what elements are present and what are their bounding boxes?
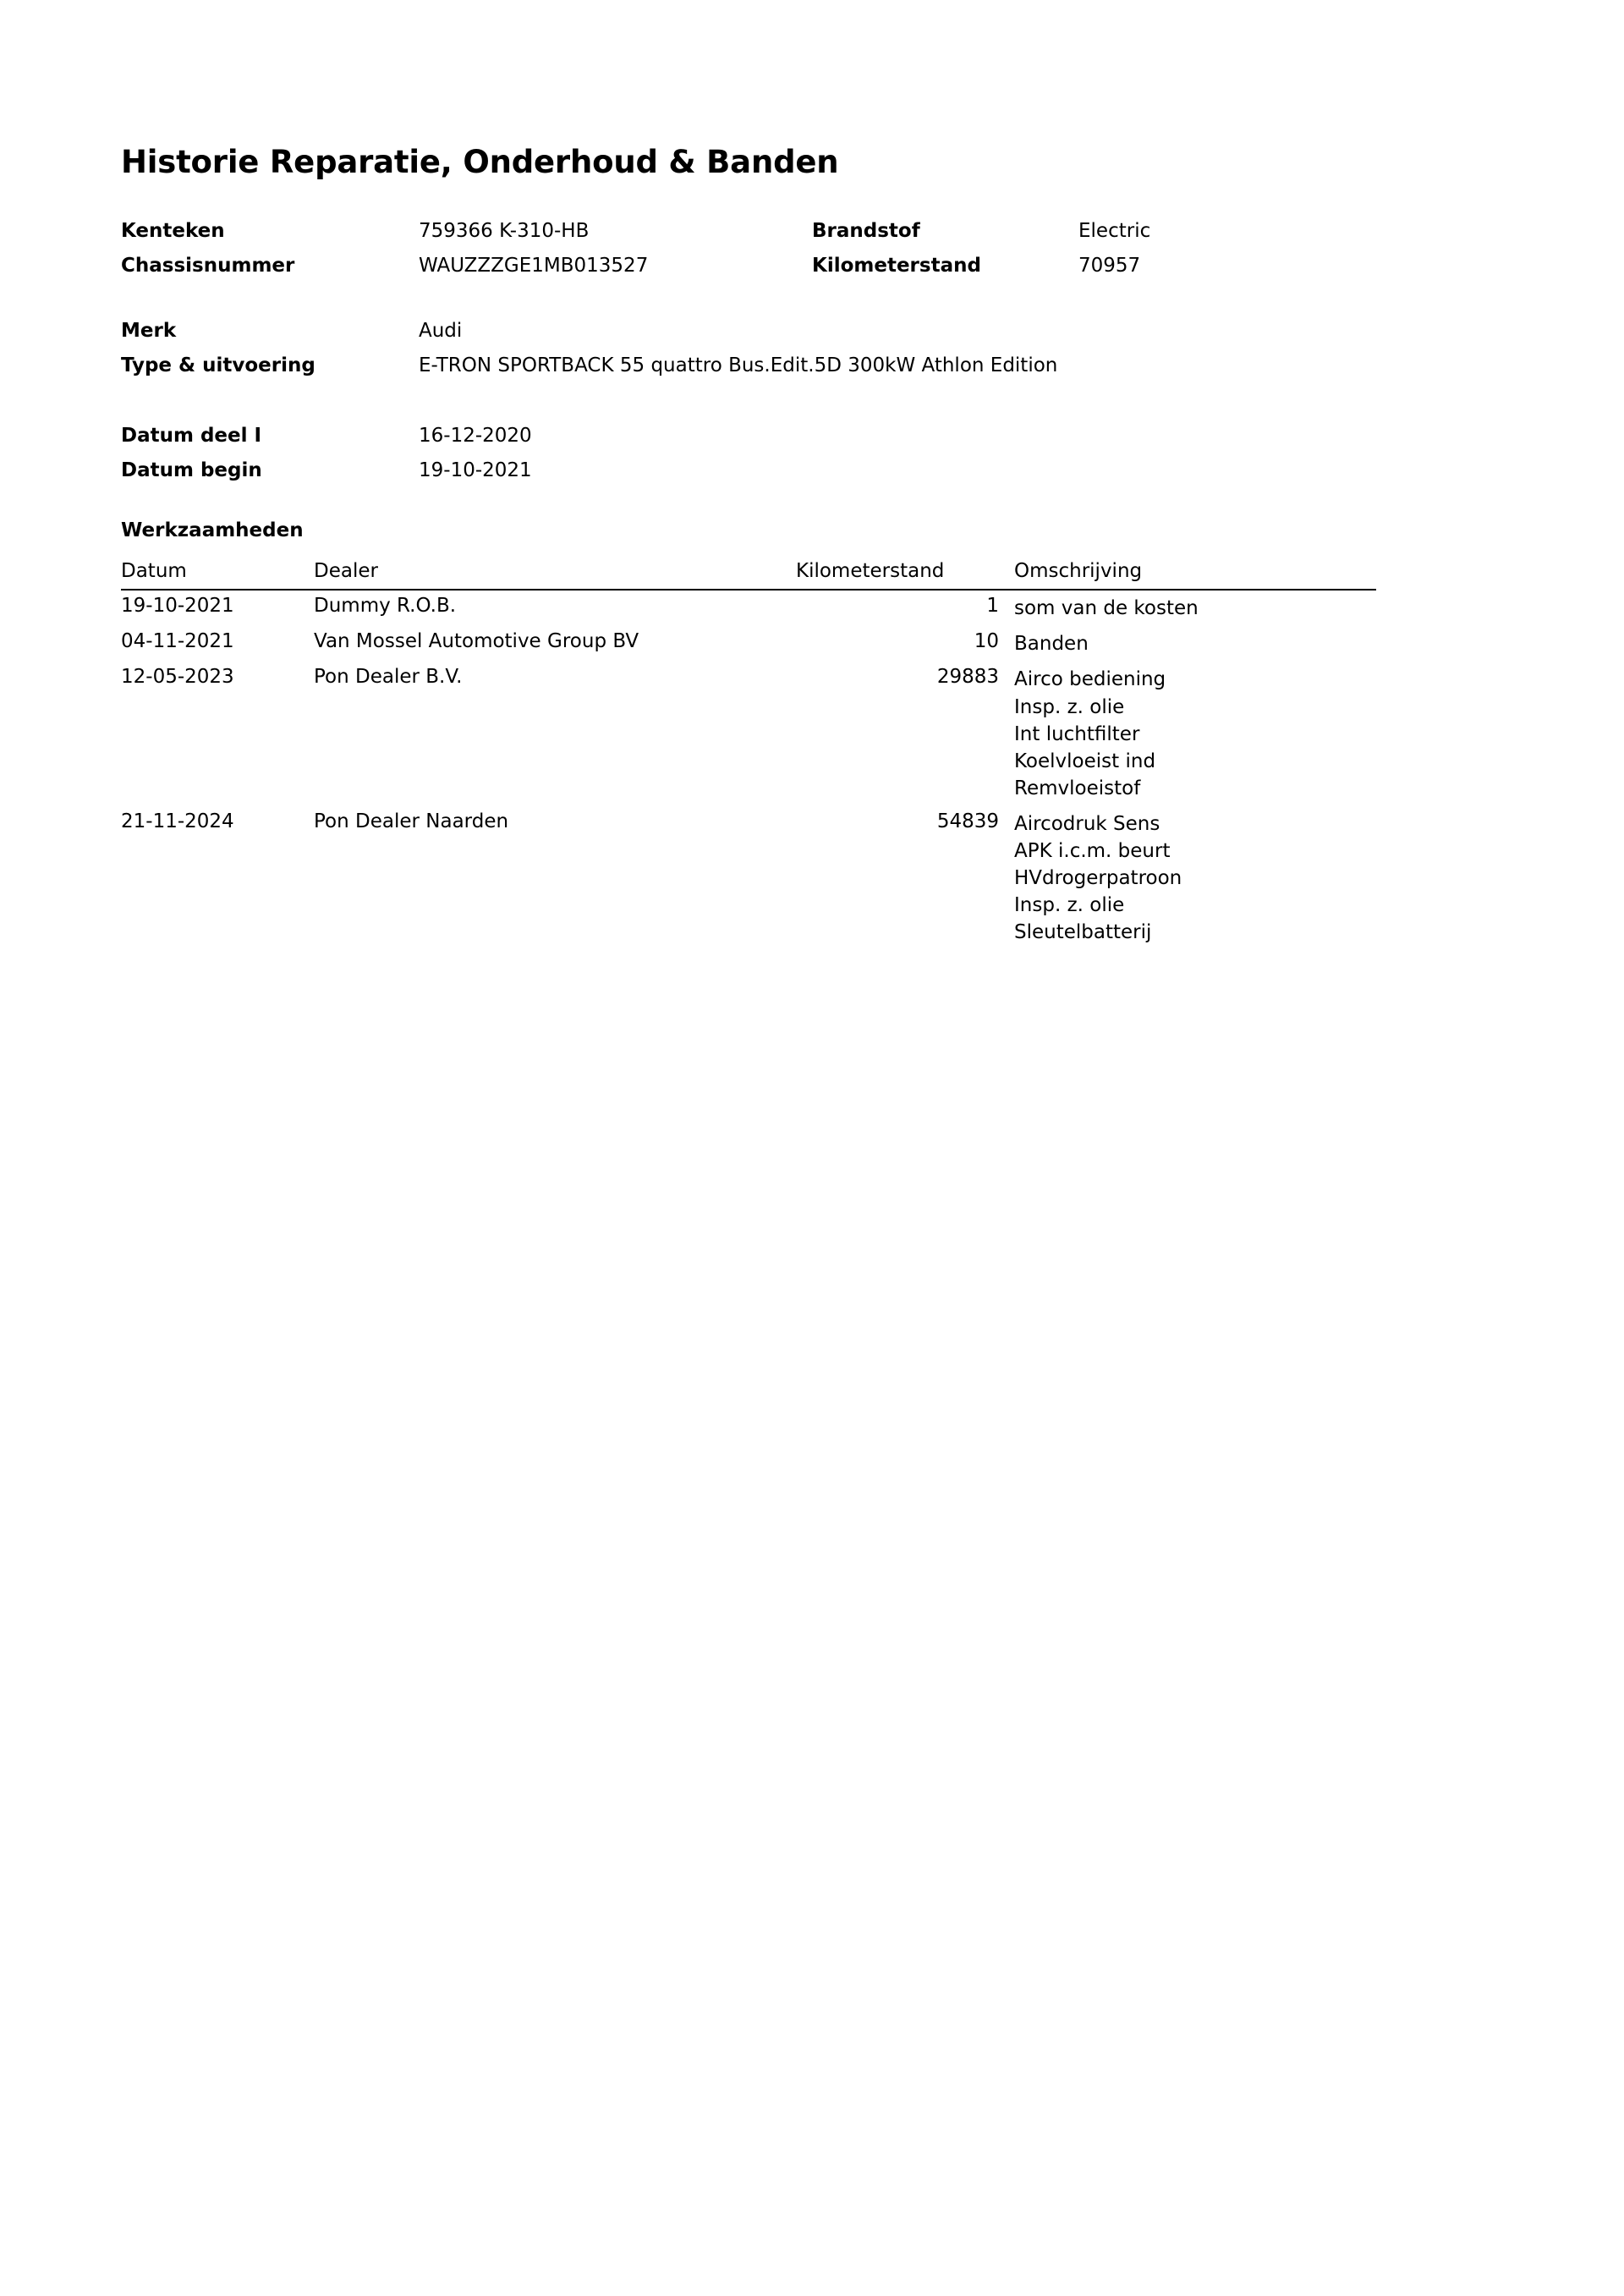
cell-omschrijving [1014, 662, 1376, 805]
cell-omschrijving [1014, 590, 1376, 626]
datum-deel-value: 16-12-2020 [419, 425, 532, 448]
merk-value: Audi [419, 320, 463, 343]
vehicle-meta-block [121, 222, 1491, 481]
cell-dealer: Pon Dealer B.V. [314, 666, 463, 689]
table-row [121, 590, 1376, 626]
type-value: E-TRON SPORTBACK 55 quattro Bus.Edit.5D 300kW Athlon Edition [419, 354, 1058, 377]
omschrijving-line: Int luchtfilter [1014, 722, 1140, 745]
datum-begin-label: Datum begin [121, 459, 262, 482]
merk-label: Merk [121, 320, 177, 343]
cell-kilometerstand: 1 [986, 595, 999, 618]
cell-datum: 12-05-2023 [121, 666, 234, 689]
chassisnummer-value: WAUZZZGE1MB013527 [419, 255, 649, 277]
table-row [121, 626, 1376, 662]
cell-datum: 21-11-2024 [121, 810, 234, 832]
cell-datum: 04-11-2021 [121, 630, 234, 653]
omschrijving-line: Sleutelbatterij [1014, 920, 1152, 943]
table-header [121, 560, 1376, 590]
spacer-2 [121, 391, 1491, 426]
meta-row-chassisnummer [121, 256, 1491, 276]
cell-omschrijving [1014, 626, 1376, 662]
omschrijving-line: Airco bediening [1014, 668, 1166, 691]
table-header-row [121, 560, 1376, 590]
table-body [121, 590, 1376, 950]
omschrijving-line: Aircodruk Sens [1014, 812, 1160, 835]
meta-row-datum-begin [121, 461, 1491, 481]
column-header-dealer: Dealer [314, 560, 378, 583]
werkzaamheden-table [121, 560, 1376, 950]
omschrijving-line: APK i.c.m. beurt [1014, 839, 1171, 862]
cell-kilometerstand: 10 [974, 630, 999, 653]
cell-omschrijving [1014, 806, 1376, 950]
spacer-1 [121, 291, 1491, 321]
omschrijving-line: Banden [1014, 633, 1089, 656]
table-row [121, 662, 1376, 805]
cell-dealer: Dummy R.O.B. [314, 595, 457, 618]
column-header-omschrijving: Omschrijving [1014, 560, 1143, 583]
datum-deel-label: Datum deel I [121, 425, 262, 448]
kenteken-label: Kenteken [121, 220, 225, 243]
kilometerstand-value: 70957 [1078, 255, 1141, 277]
chassisnummer-label: Chassisnummer [121, 255, 295, 277]
kenteken-value: 759366 K-310-HB [419, 220, 590, 243]
cell-datum: 19-10-2021 [121, 595, 234, 618]
meta-row-type [121, 356, 1491, 376]
cell-dealer: Van Mossel Automotive Group BV [314, 630, 639, 653]
meta-row-datum-deel [121, 426, 1491, 446]
meta-row-merk [121, 321, 1491, 341]
cell-kilometerstand: 29883 [936, 666, 999, 689]
brandstof-label: Brandstof [812, 220, 920, 243]
omschrijving-line: som van de kosten [1014, 597, 1199, 620]
cell-kilometerstand: 54839 [936, 810, 999, 832]
omschrijving-line: Insp. z. olie [1014, 893, 1125, 916]
omschrijving-line: Koelvloeist ind [1014, 750, 1156, 772]
document-content [121, 144, 1491, 950]
cell-dealer: Pon Dealer Naarden [314, 810, 509, 832]
omschrijving-line: Insp. z. olie [1014, 695, 1125, 718]
omschrijving-line: Remvloeistof [1014, 777, 1141, 799]
type-label: Type & uitvoering [121, 354, 315, 377]
kilometerstand-label: Kilometerstand [812, 255, 981, 277]
column-header-datum: Datum [121, 560, 187, 583]
omschrijving-line: HVdrogerpatroon [1014, 866, 1182, 889]
table-row [121, 806, 1376, 950]
page-title: Historie Reparatie, Onderhoud & Banden [121, 144, 839, 180]
section-title-werkzaamheden: Werkzaamheden [121, 519, 304, 542]
column-header-kilometerstand: Kilometerstand [796, 560, 945, 583]
datum-begin-value: 19-10-2021 [419, 459, 532, 482]
brandstof-value: Electric [1078, 220, 1151, 243]
meta-row-kenteken [121, 222, 1491, 241]
